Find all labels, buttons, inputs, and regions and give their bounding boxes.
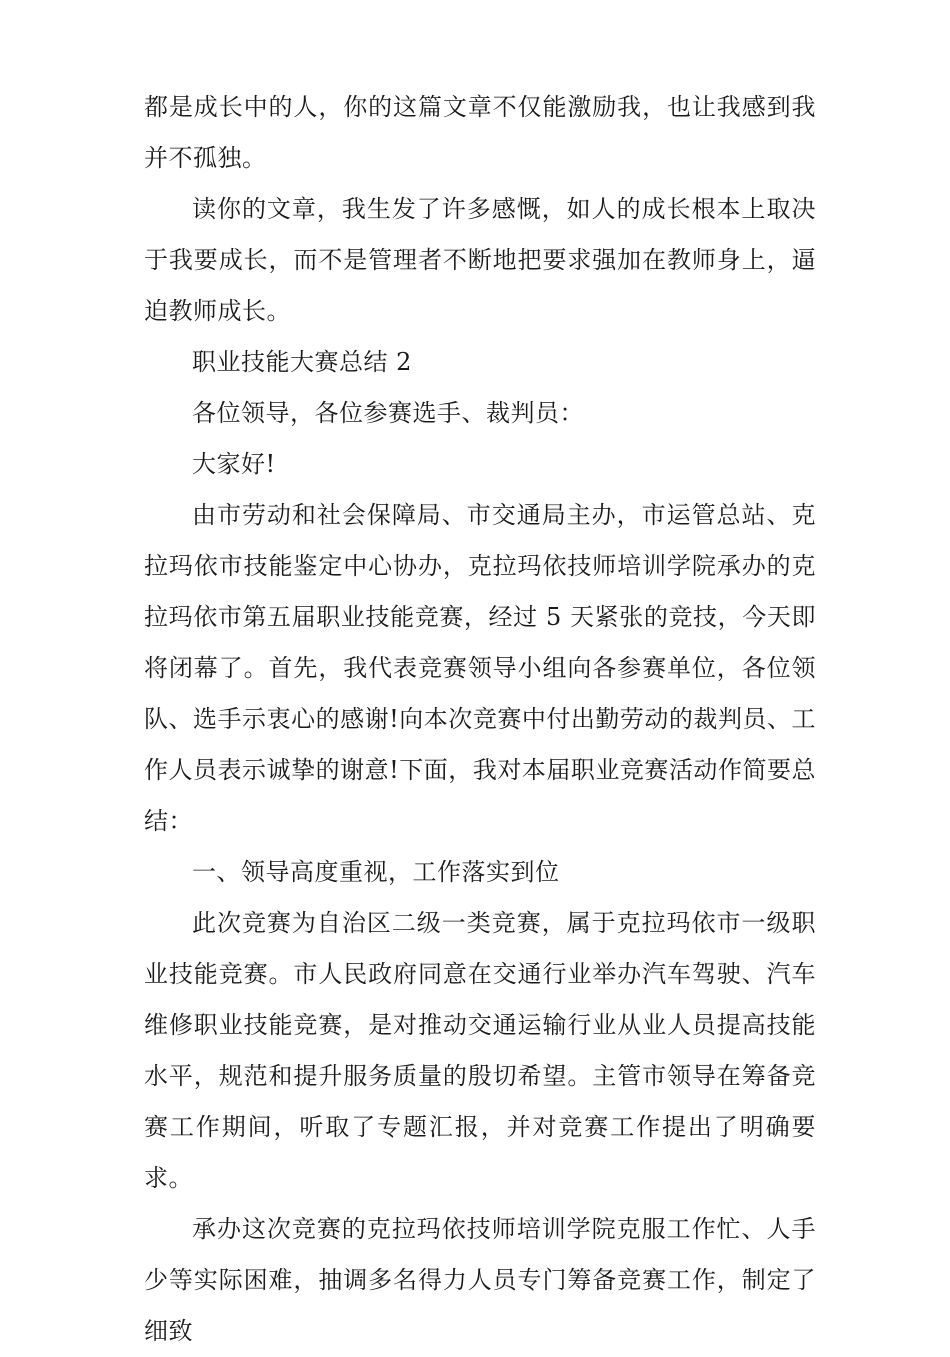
greeting: 大家好! bbox=[192, 450, 276, 478]
section-title: 职业技能大赛总结 2 bbox=[192, 348, 412, 376]
paragraph-intro: 由市劳动和社会保障局、市交通局主办，市运管总站、克拉玛依市技能鉴定中心协办，克拉玛依技师培训学院承办的克拉玛依市第五届职业技能竞赛，经过 5 天紧张的竞技，今天即将闭幕了。首先，我代表竞赛领导小组向各参赛单位，各位领队、选手示衷心的感谢!向本次竞赛中付出勤劳动的裁判员、工作人员表示诚挚的谢意!下面，我对本届职业竞赛活动作简要总结： bbox=[144, 501, 816, 835]
subheading-1: 一、领导高度重视，工作落实到位 bbox=[192, 858, 560, 886]
paragraph-1: 都是成长中的人，你的这篇文章不仅能激励我，也让我感到我并不孤独。 bbox=[144, 93, 816, 172]
document-body bbox=[144, 82, 816, 1357]
paragraph-competition: 此次竞赛为自治区二级一类竞赛，属于克拉玛依市一级职业技能竞赛。市人民政府同意在交通行业举办汽车驾驶、汽车维修职业技能竞赛，是对推动交通运输行业从业人员提高技能水平，规范和提升服务质量的殷切希望。主管市领导在筹备竞赛工作期间，听取了专题汇报，并对竞赛工作提出了明确要求。 bbox=[144, 909, 816, 1192]
salutation: 各位领导，各位参赛选手、裁判员： bbox=[192, 399, 584, 427]
paragraph-organizer: 承办这次竞赛的克拉玛依技师培训学院克服工作忙、人手少等实际困难，抽调多名得力人员专门筹备竞赛工作，制定了细致 bbox=[144, 1215, 816, 1345]
paragraph-2: 读你的文章，我生发了许多感慨，如人的成长根本上取决于我要成长，而不是管理者不断地把要求强加在教师身上，逼迫教师成长。 bbox=[144, 195, 816, 325]
